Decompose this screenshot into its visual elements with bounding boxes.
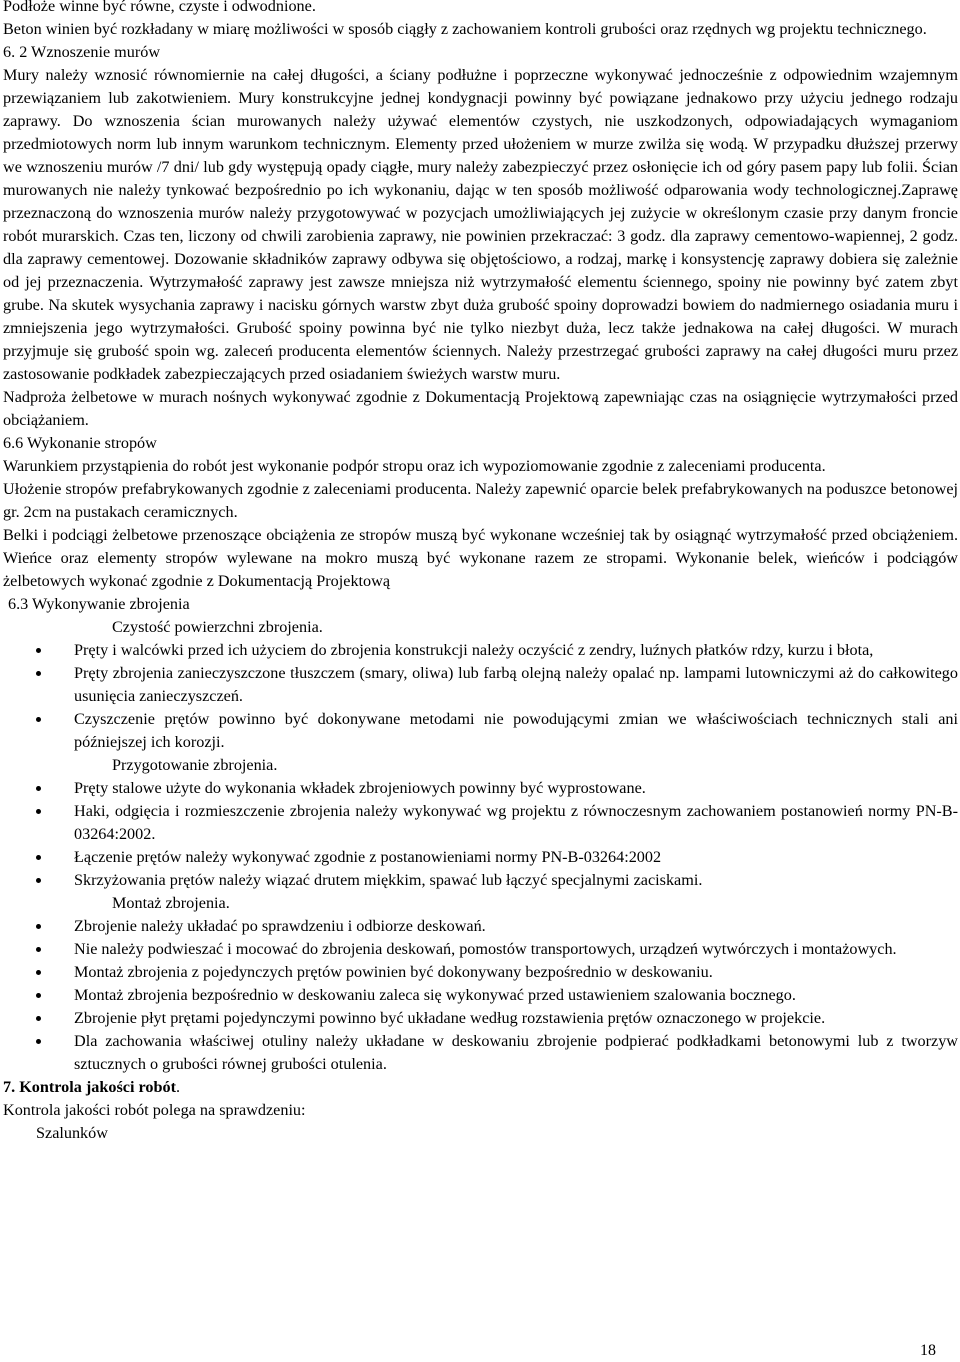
bullet-icon bbox=[36, 809, 41, 814]
paragraph-podloze: Podłoże winne być równe, czyste i odwodnione. bbox=[3, 0, 316, 15]
bullet-icon bbox=[36, 671, 41, 676]
bullet-icon bbox=[36, 947, 41, 952]
paragraph-ulozenie-stropow: Ułożenie stropów prefabrykowanych zgodnie z zaleceniami producenta. Należy zapewnić oparcie belek prefabrykowanych na poduszce betonowej gr. 2cm na pustakach ceramicznych. bbox=[3, 480, 958, 521]
bullet-icon bbox=[36, 878, 41, 883]
item-szalunkow: Szalunków bbox=[36, 1124, 108, 1142]
bullet-icon bbox=[36, 786, 41, 791]
bullet-icon bbox=[36, 1039, 41, 1044]
section-heading-wznoszenie-murow: 6. 2 Wznoszenie murów bbox=[3, 43, 161, 61]
section-heading-zbrojenie: 6.3 Wykonywanie zbrojenia bbox=[8, 595, 190, 613]
list-item: Haki, odgięcia i rozmieszczenie zbrojenia należy wykonywać wg projektu z równoczesnym zachowaniem postanowień normy PN-B-03264:2002. bbox=[3, 800, 958, 846]
bullet-icon bbox=[36, 1016, 41, 1021]
bullet-icon bbox=[36, 924, 41, 929]
paragraph-nadproza: Nadproża żelbetowe w murach nośnych wykonywać zgodnie z Dokumentacją Projektową zapewniając czas na osiągnięcie wytrzymałości przed obciążaniem. bbox=[3, 388, 958, 429]
section-heading-stropy: 6.6 Wykonanie stropów bbox=[3, 434, 157, 452]
subheading-czystosc: Czystość powierzchni zbrojenia. bbox=[112, 618, 323, 636]
bullet-list-przygotowanie bbox=[3, 777, 958, 892]
bullet-list-czystosc bbox=[3, 639, 958, 754]
paragraph-kontrola-intro: Kontrola jakości robót polega na sprawdzeniu: bbox=[3, 1101, 306, 1119]
list-item: Zbrojenie należy układać po sprawdzeniu i odbiorze deskowań. bbox=[3, 915, 958, 938]
list-item: Pręty stalowe użyte do wykonania wkładek zbrojeniowych powinny być wyprostowane. bbox=[3, 777, 958, 800]
list-item: Nie należy podwieszać i mocować do zbrojenia deskowań, pomostów transportowych, urządzeń wytwórczych i montażowych. bbox=[3, 938, 958, 961]
list-item: Skrzyżowania prętów należy wiązać drutem miękkim, spawać lub łączyć specjalnymi zaciskami. bbox=[3, 869, 958, 892]
bullet-icon bbox=[36, 648, 41, 653]
paragraph-belki: Belki i podciągi żelbetowe przenoszące obciążenia ze stropów muszą być wykonane wcześniej tak by osiągnąć wytrzymałość przed obciążeniem. Wieńce oraz elementy stropów wylewane na mokro muszą być wykonane razem ze stropami. Wykonanie belek, wieńców i podciągów żelbetowych wykonać zgodnie z Dokumentacją Projektową bbox=[3, 526, 958, 590]
list-item: Montaż zbrojenia z pojedynczych prętów powinien być dokonywany bezpośrednio w deskowaniu. bbox=[3, 961, 958, 984]
bullet-list-montaz bbox=[3, 915, 958, 1076]
page-number: 18 bbox=[920, 1342, 936, 1359]
list-item: Zbrojenie płyt prętami pojedynczymi powinno być układane według rozstawienia prętów oznaczonego w projekcie. bbox=[3, 1007, 958, 1030]
paragraph-mury: Mury należy wznosić równomiernie na całej długości, a ściany podłużne i poprzeczne wykonywać jednocześnie z odpowiednim wzajemnym przewiązaniem lub zakotwieniem. Mury konstrukcyjne jednej kondygnacji powinny być powiązane jednakowo przy użyciu jednego rodzaju zaprawy. Do wznoszenia ścian murowanych należy używać elementów czystych, nie uszkodzonych, odpowiadających wymaganiom przedmiotowych norm lub innym warunkom technicznym. Elementy przed ułożeniem w murze zwilża się wodą. W przypadku dłuższej przerwy we wznoszeniu murów /7 dni/ lub gdy występują opady ciągłe, mury należy zabezpieczyć przez osłonięcie ich od góry pasem papy lub folii. Ścian murowanych nie należy tynkować bezpośrednio po ich wykonaniu, dając w ten sposób możliwość odparowania wody technologicznej.Zaprawę przeznaczoną do wznoszenia murów należy przygotowywać w pozycjach umożliwiających jej zużycie w określonym czasie przy danym froncie robót murarskich. Czas ten, liczony od chwili zarobienia zaprawy, nie powinien przekraczać: 3 godz. dla zaprawy cementowo-wapiennej, 2 godz. dla zaprawy cementowej. Dozowanie składników zaprawy odbywa się objętościowo, a rodzaj, markę i konsystencję zaprawy dobiera się zależnie od jej przeznaczenia. Wytrzymałość zaprawy jest zawsze mniejsza niż wytrzymałość elementu ściennego, spoiny nie powinny być zatem zbyt grube. Na skutek wysychania zaprawy i nacisku górnych warstw zbyt duża grubość spoiny doprowadzi bowiem do nadmiernego osiadania muru i zmniejszenia jego wytrzymałości. Grubość spoiny powinna być nie tylko niezbyt duża, lecz także jednakowa na całej długości. W murach przyjmuje się grubość spoin wg. zaleceń producenta elementów ściennych. Należy przestrzegać grubości zaprawy na całej długości muru przez zastosowanie podkładek zabezpieczających przed osiadaniem świeżych warstw muru. bbox=[3, 66, 958, 383]
list-item: Czyszczenie prętów powinno być dokonywane metodami nie powodującymi zmian we właściwościach technicznych stali ani późniejszej ich korozji. bbox=[3, 708, 958, 754]
subheading-przygotowanie: Przygotowanie zbrojenia. bbox=[112, 756, 278, 774]
bullet-icon bbox=[36, 993, 41, 998]
bullet-icon bbox=[36, 970, 41, 975]
section-heading-kontrola: 7. Kontrola jakości robót. bbox=[3, 1078, 181, 1096]
document-page bbox=[3, 0, 958, 1145]
list-item: Pręty zbrojenia zanieczyszczone tłuszczem (smary, oliwa) lub farbą olejną należy opalać np. lampami lutowniczymi aż do całkowitego usunięcia zanieczyszczeń. bbox=[3, 662, 958, 708]
list-item: Dla zachowania właściwej otuliny należy układane w deskowaniu zbrojenie podpierać podkładkami betonowymi lub z tworzyw sztucznych o grubości równej grubości otulenia. bbox=[3, 1030, 958, 1076]
subheading-montaz: Montaż zbrojenia. bbox=[112, 894, 230, 912]
paragraph-warunkiem: Warunkiem przystąpienia do robót jest wykonanie podpór stropu oraz ich wypoziomowanie zgodnie z zaleceniami producenta. bbox=[3, 457, 826, 475]
section-heading-kontrola-text: 7. Kontrola jakości robót bbox=[3, 1078, 176, 1096]
paragraph-beton: Beton winien być rozkładany w miarę możliwości w sposób ciągły z zachowaniem kontroli grubości oraz rzędnych wg projektu technicznego. bbox=[3, 20, 927, 38]
bullet-icon bbox=[36, 717, 41, 722]
list-item: Montaż zbrojenia bezpośrednio w deskowaniu zaleca się wykonywać przed ustawieniem szalowania bocznego. bbox=[3, 984, 958, 1007]
list-item: Pręty i walcówki przed ich użyciem do zbrojenia konstrukcji należy oczyścić z zendry, luźnych płatków rdzy, kurzu i błota, bbox=[3, 639, 958, 662]
bullet-icon bbox=[36, 855, 41, 860]
list-item: Łączenie prętów należy wykonywać zgodnie z postanowieniami normy PN-B-03264:2002 bbox=[3, 846, 958, 869]
